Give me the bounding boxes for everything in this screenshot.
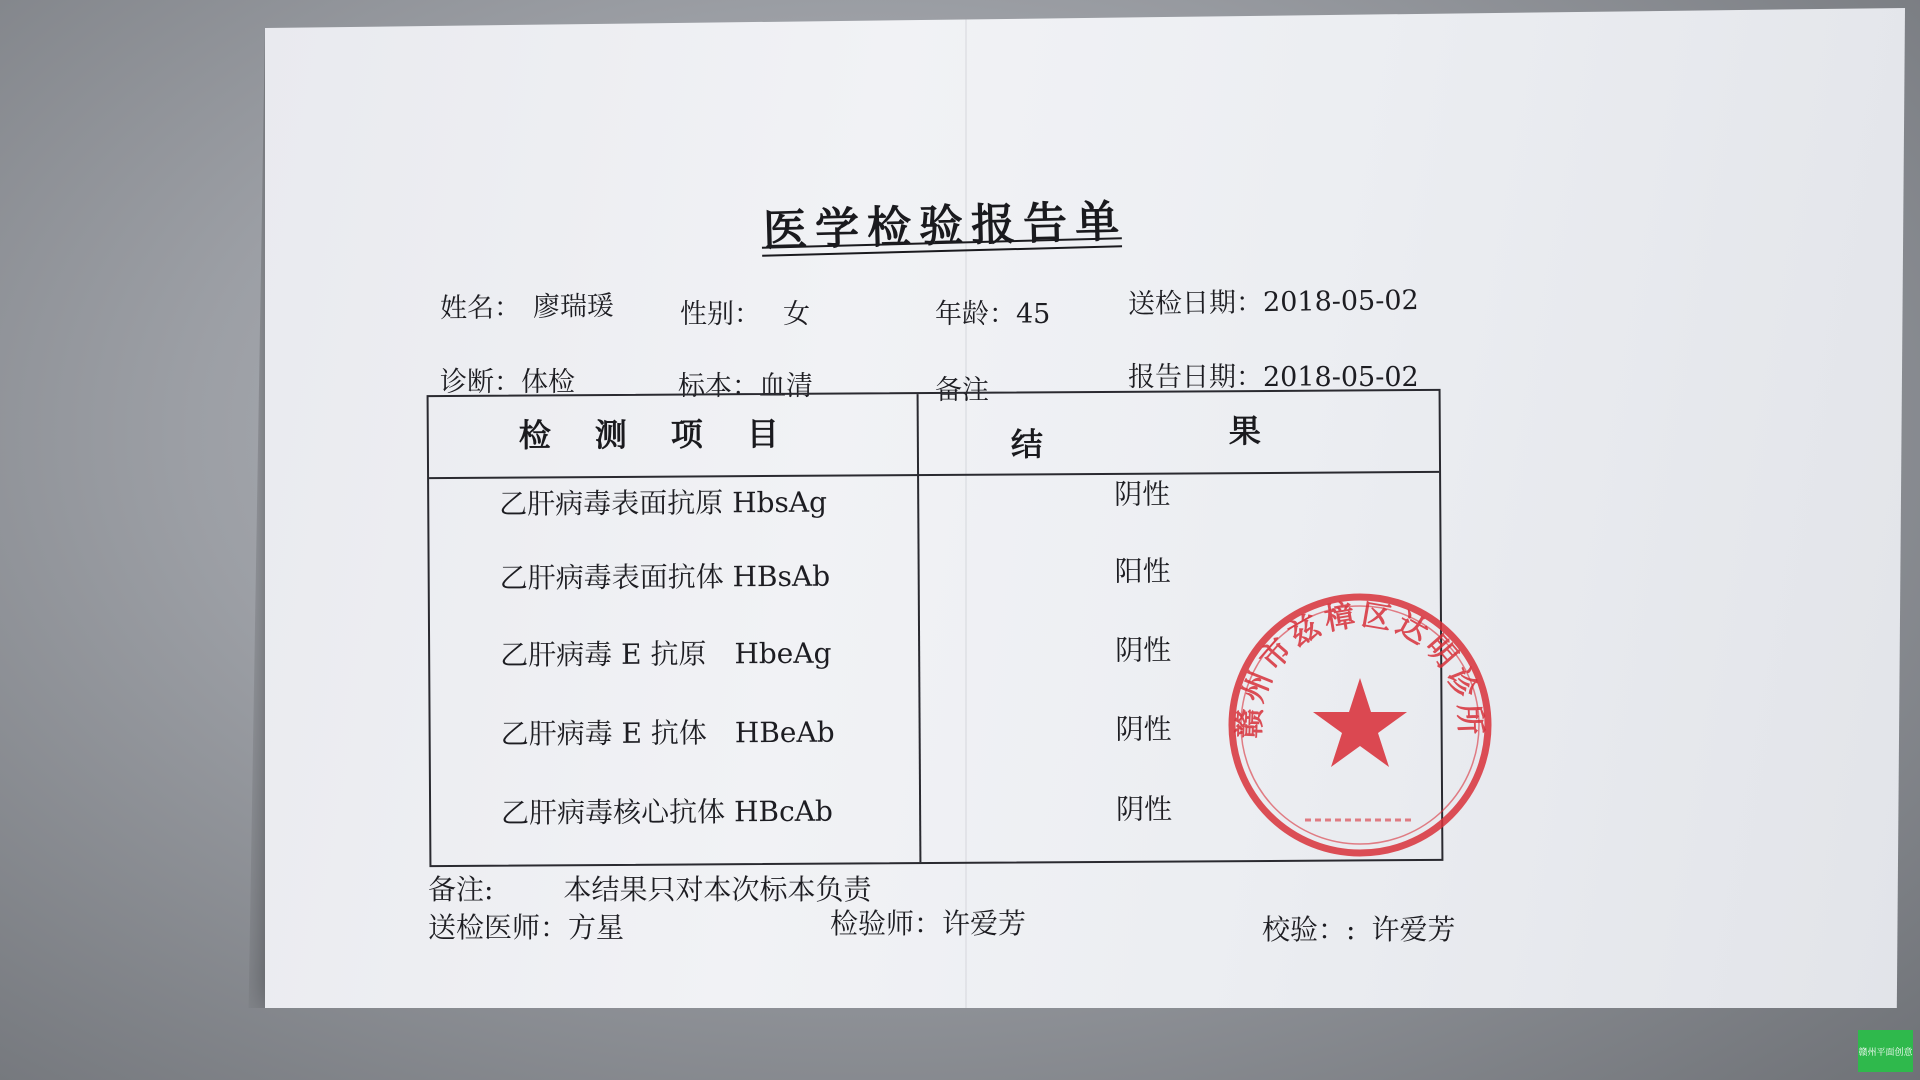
tester-field — [830, 902, 1026, 942]
note-field — [428, 868, 871, 908]
table-row-item: 乙肝病毒 E 抗原 HbeAg — [500, 636, 832, 672]
table-header-divider — [429, 471, 1439, 479]
remark-label: 备注 — [935, 375, 989, 406]
official-seal — [1225, 590, 1495, 860]
table-row-result: 阴性 — [1115, 633, 1172, 667]
specimen-label: 标本： — [678, 371, 759, 402]
report-date-label: 报告日期： — [1128, 362, 1263, 393]
age-value: 45 — [1016, 299, 1051, 330]
tester-label: 检验师： — [830, 907, 943, 940]
submit-date-field — [1128, 278, 1419, 321]
doctor-label: 送检医师： — [428, 911, 569, 944]
table-row-result: 阴性 — [1115, 712, 1172, 746]
seal-star-icon — [1313, 678, 1407, 767]
doctor-field — [428, 906, 624, 946]
table-row-result: 阴性 — [1114, 477, 1171, 511]
table-row-item: 乙肝病毒表面抗体 HBsAb — [499, 559, 831, 595]
sex-value: 女 — [783, 299, 810, 330]
watermark-badge: 赣州平面创意 — [1858, 1030, 1913, 1072]
diagnosis-label: 诊断： — [440, 367, 521, 398]
sex-label: 性别： — [680, 299, 761, 330]
note-label: 备注: — [428, 873, 494, 906]
submit-date-value: 2018-05-02 — [1262, 284, 1419, 319]
checker-label: 校验：: — [1262, 913, 1356, 946]
name-value: 廖瑞瑗 — [532, 290, 615, 323]
submit-date-label: 送检日期： — [1127, 287, 1264, 321]
checker-value: 许爱芳 — [1371, 913, 1456, 946]
sex-field — [680, 292, 810, 331]
age-label: 年龄： — [935, 299, 1016, 330]
name-field — [440, 284, 615, 325]
seal-text: 赣州市兹樟区达明诊所 — [1232, 597, 1488, 740]
doctor-value: 方星 — [568, 911, 625, 944]
tester-value: 许爱芳 — [942, 907, 1027, 940]
table-row-result: 阳性 — [1114, 554, 1171, 588]
report-date-field — [1128, 355, 1419, 394]
table-row-result: 阴性 — [1116, 792, 1173, 826]
diagnosis-field — [440, 360, 575, 399]
name-label: 姓名： — [439, 292, 522, 325]
table-row-item: 乙肝病毒核心抗体 HBcAb — [501, 794, 833, 830]
header-result-1: 结 — [1010, 425, 1044, 464]
checker-field — [1262, 908, 1455, 948]
diagnosis-value: 体检 — [521, 367, 575, 398]
report-date-value: 2018-05-02 — [1263, 362, 1419, 393]
specimen-value: 血清 — [759, 371, 813, 402]
table-column-divider — [917, 394, 922, 862]
header-test-item: 检测项目 — [518, 414, 823, 455]
header-result-2: 果 — [1228, 412, 1261, 451]
table-row-item: 乙肝病毒 E 抗体 HBeAb — [500, 715, 835, 751]
age-field — [935, 292, 1050, 331]
note-text: 本结果只对本次标本负责 — [563, 873, 872, 906]
report-title: 医学检验报告单 — [762, 196, 1128, 257]
table-row-item: 乙肝病毒表面抗原 HbsAg — [499, 485, 828, 521]
